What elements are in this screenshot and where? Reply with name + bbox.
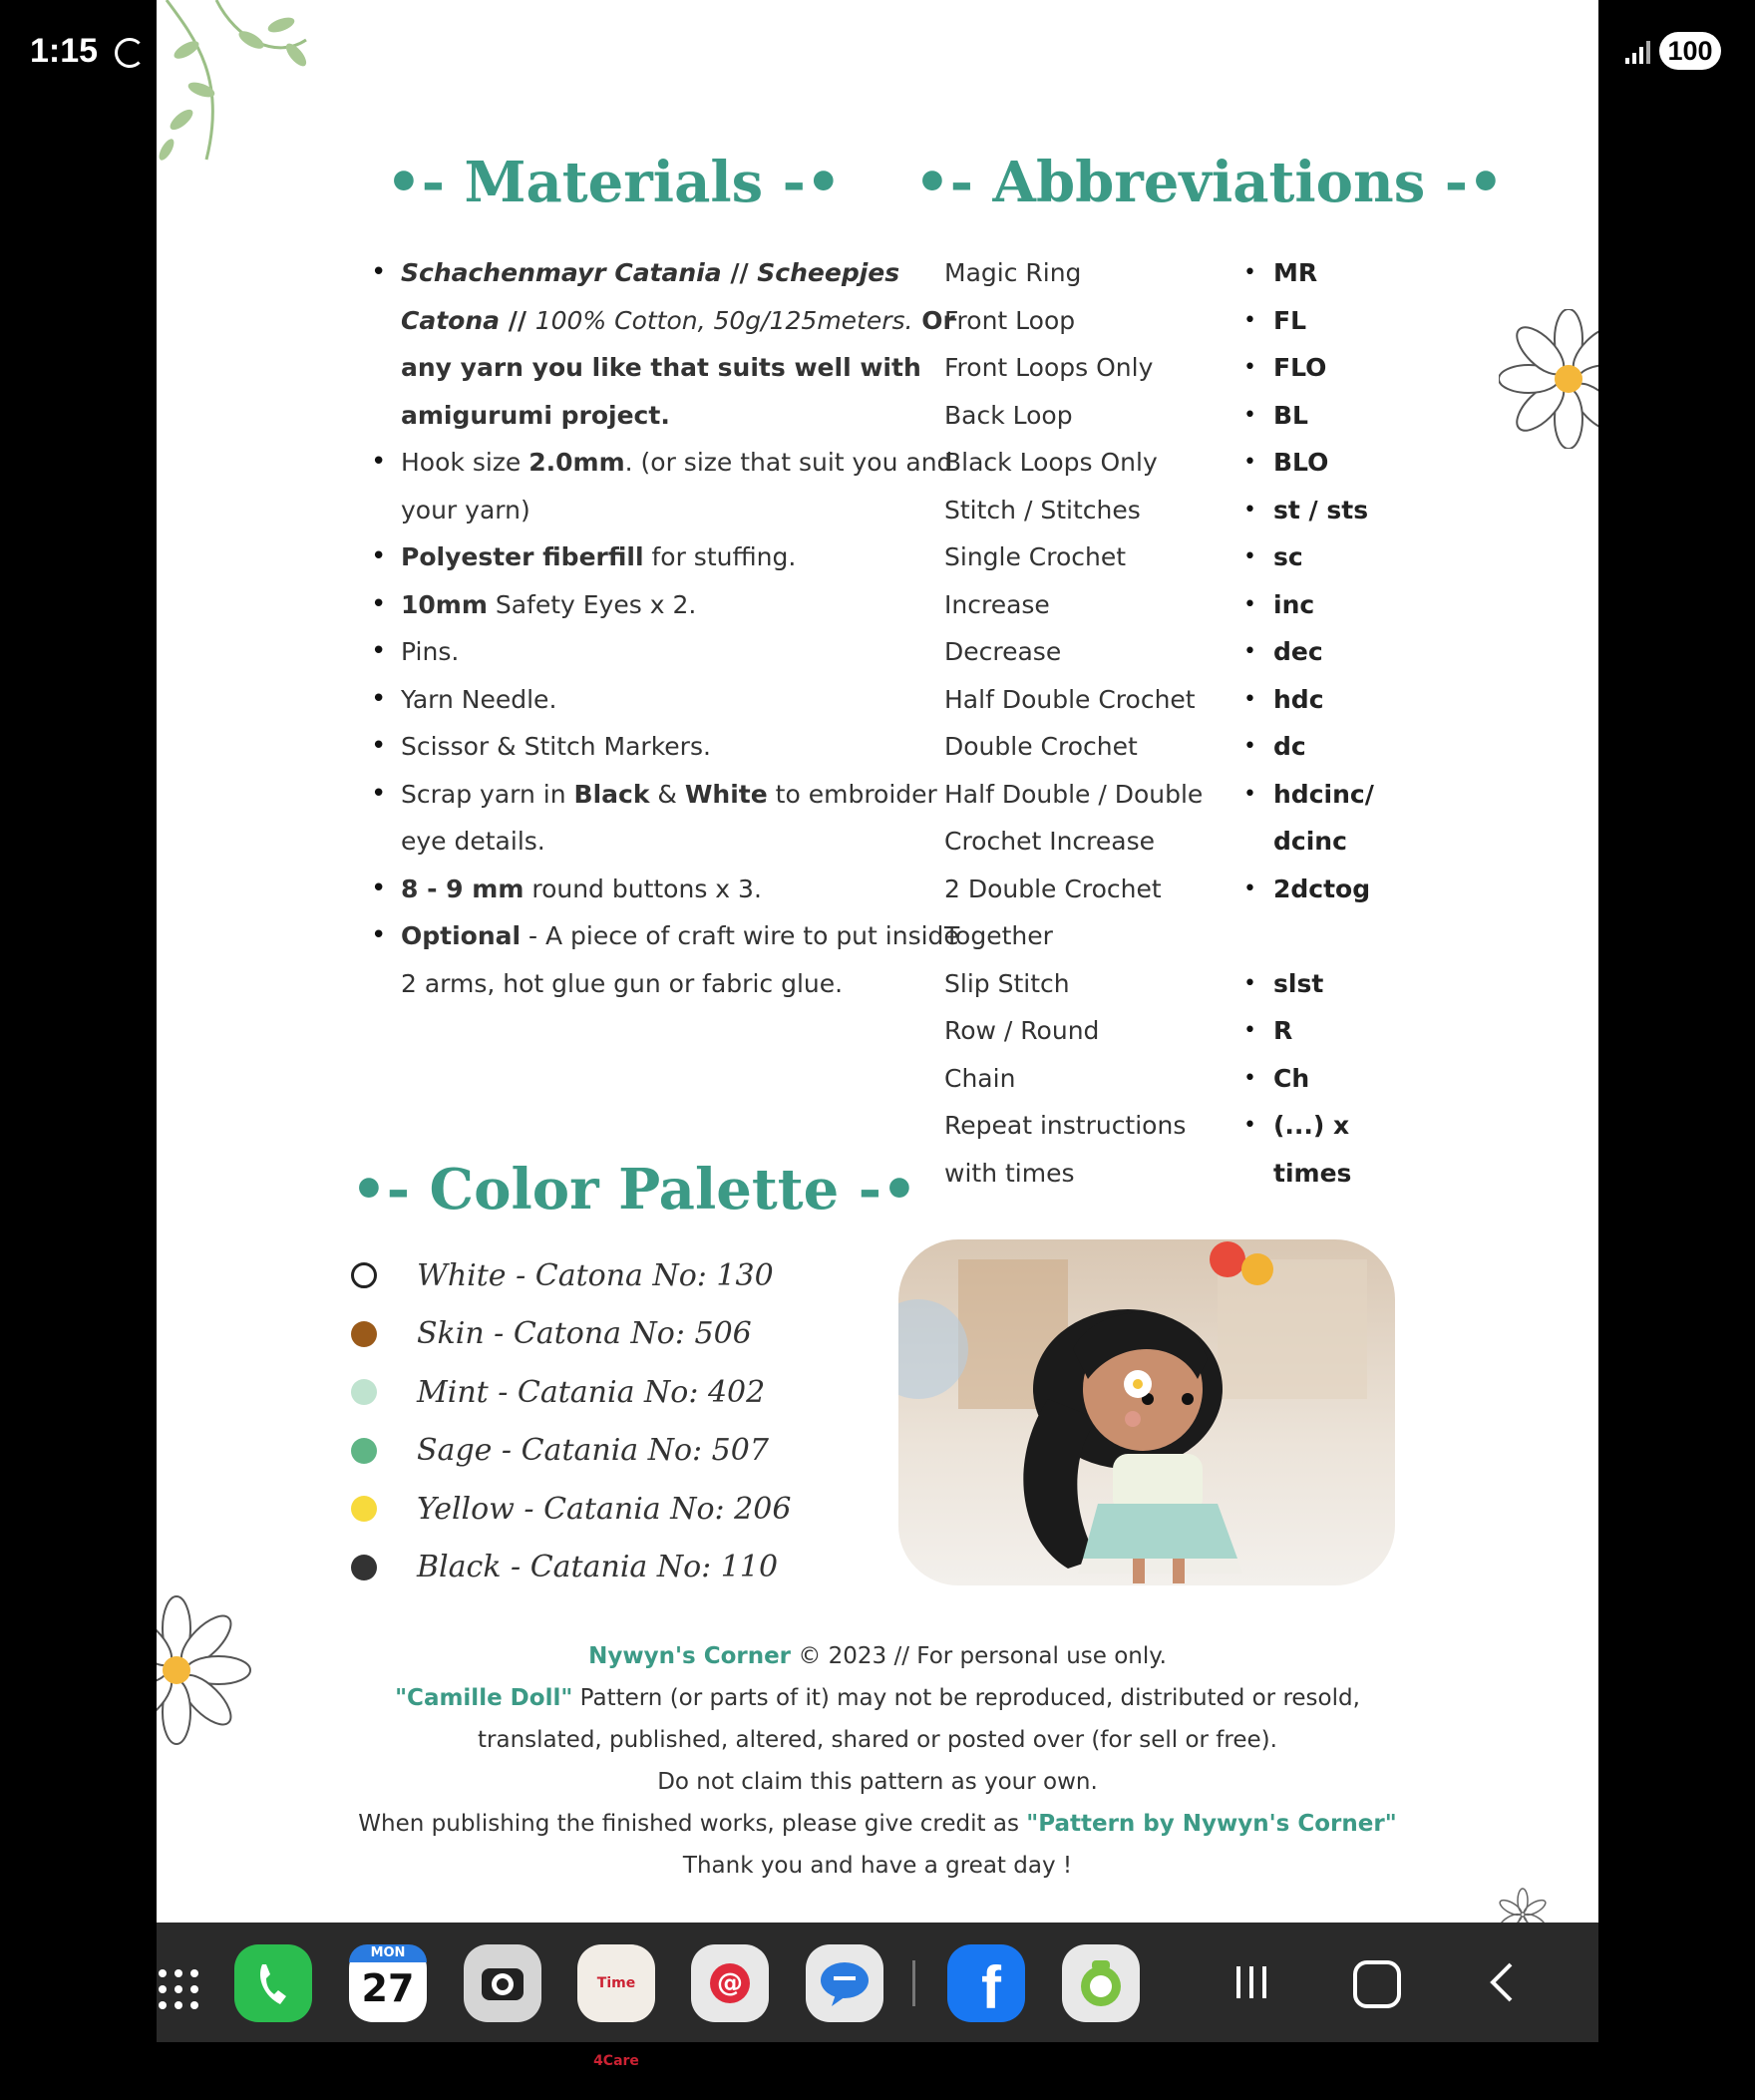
credit-text: When publishing the finished works, please give credit as: [358, 1811, 1027, 1837]
bullet: •: [1243, 1113, 1256, 1138]
abbreviation-term: Half Double / Double: [944, 779, 1204, 809]
color-swatch: [351, 1555, 377, 1580]
home-button[interactable]: [1353, 1960, 1401, 2008]
bullet: [1243, 1150, 1273, 1198]
abbreviation-row: [944, 676, 1443, 724]
abbreviation-term: Black Loops Only: [944, 448, 1158, 477]
material-item: [401, 912, 959, 1007]
abbreviation-term: Row / Round: [944, 1016, 1100, 1045]
color-swatch: [351, 1262, 377, 1288]
material-text: Yarn Needle.: [401, 684, 557, 714]
abbreviation-row: [944, 487, 1443, 534]
abbreviation-row: [944, 628, 1443, 676]
material-text: Or any yarn you like that suits well with amigurumi project.: [401, 305, 955, 430]
battery-badge: 100: [1659, 32, 1721, 70]
phone-icon[interactable]: [234, 1944, 312, 2022]
abbreviation-row: [944, 866, 1443, 913]
abbreviation-code: dec: [1273, 637, 1323, 666]
app-drawer-icon[interactable]: [157, 1967, 200, 2011]
abbreviation-row: [944, 533, 1443, 581]
abbreviation-term: Slip Stitch: [944, 968, 1070, 998]
bullet: •: [1243, 591, 1256, 617]
abbreviation-code: hdc: [1273, 684, 1324, 714]
bullet: •: [1243, 639, 1256, 664]
bullet: •: [1243, 402, 1256, 428]
abbreviation-code: dcinc: [1273, 827, 1347, 856]
material-text: Black: [573, 779, 650, 809]
color-item: [351, 1246, 791, 1305]
daisy-icon: [1499, 309, 1598, 449]
abbreviation-row: [944, 912, 1443, 960]
abbreviation-code: (...) x: [1273, 1111, 1350, 1140]
abbreviation-code: Ch: [1273, 1063, 1310, 1093]
abbreviation-row: [944, 1007, 1443, 1055]
abbreviation-code: times: [1273, 1158, 1352, 1188]
material-item: [401, 676, 959, 724]
color-label: Black - Catania No: 110: [417, 1550, 779, 1585]
material-item: [401, 249, 959, 439]
abbreviation-code: FLO: [1273, 353, 1327, 382]
materials-list: [371, 249, 959, 1007]
abbreviation-term: 2 Double Crochet: [944, 874, 1162, 903]
color-swatch: [351, 1438, 377, 1464]
material-text: to embroider eye details.: [401, 779, 937, 856]
taskbar-dock: [157, 1923, 1598, 2069]
material-text: 100% Cotton, 50g/125meters.: [534, 305, 913, 335]
doll-photo: [898, 1239, 1395, 1585]
color-palette-heading: •- Color Palette -•: [351, 1157, 917, 1223]
abbreviation-code: FL: [1273, 305, 1307, 335]
material-text: round buttons x 3.: [524, 874, 762, 903]
color-item: [351, 1305, 791, 1364]
material-text: 10mm: [401, 589, 488, 619]
abbreviation-term: Together: [944, 921, 1053, 950]
color-label: Sage - Catania No: 507: [417, 1433, 769, 1469]
color-label: Skin - Catona No: 506: [417, 1316, 752, 1352]
color-item: [351, 1480, 791, 1539]
abbreviation-row: [944, 392, 1443, 440]
bullet: •: [1243, 1018, 1256, 1043]
abbreviation-row: [944, 581, 1443, 629]
abbreviation-term: Double Crochet: [944, 732, 1138, 761]
abbreviation-code: MR: [1273, 258, 1318, 287]
material-text: Scissor & Stitch Markers.: [401, 732, 711, 761]
abbreviation-term: Back Loop: [944, 400, 1073, 430]
material-text: . (or size that suit you and your yarn): [401, 448, 953, 525]
bullet: •: [1243, 355, 1256, 380]
bullet: [1243, 818, 1273, 866]
material-text: Hook size: [401, 448, 529, 477]
leaf-decoration-icon: [157, 0, 316, 170]
abbreviation-code: slst: [1273, 968, 1324, 998]
abbreviation-row: [944, 439, 1443, 487]
signal-icon: [1623, 38, 1651, 66]
credit-line: "Pattern by Nywyn's Corner": [1026, 1811, 1397, 1837]
bullet: •: [1243, 781, 1256, 807]
material-text: 2.0mm: [528, 448, 625, 477]
materials-heading: •- Materials -•: [386, 150, 842, 215]
calendar-icon[interactable]: [349, 1944, 427, 2022]
abbreviation-code: hdcinc/: [1273, 779, 1374, 809]
camera-icon[interactable]: [464, 1944, 541, 2022]
abbreviation-code: BL: [1273, 400, 1308, 430]
color-palette-list: [351, 1246, 791, 1596]
material-item: [401, 533, 959, 581]
abbreviation-code: [1273, 912, 1443, 960]
copyright-text: © 2023 // For personal use only.: [791, 1643, 1167, 1669]
abbreviation-row: [944, 344, 1443, 392]
abbreviation-row: [944, 1055, 1443, 1103]
abbreviation-code: 2dctog: [1273, 874, 1371, 903]
abbreviation-term: Half Double Crochet: [944, 684, 1196, 714]
material-text: //: [721, 258, 758, 287]
abbreviations-heading: •- Abbreviations -•: [914, 150, 1504, 215]
brand-name: Nywyn's Corner: [588, 1643, 792, 1669]
abbreviation-row: [944, 297, 1443, 345]
restriction-text: Pattern (or parts of it) may not be reproduced, distributed or resold,: [572, 1685, 1360, 1711]
pattern-name: "Camille Doll": [395, 1685, 573, 1711]
material-text: Scheepjes Catona: [401, 258, 900, 335]
copyright-footer: [157, 1635, 1598, 1887]
material-text: Safety Eyes x 2.: [487, 589, 697, 619]
material-text: 8 - 9 mm: [401, 874, 525, 903]
restriction-text-2: translated, published, altered, shared or posted over (for sell or free).: [478, 1727, 1277, 1753]
material-item: [401, 771, 959, 866]
small-flower-icon: [1493, 1885, 1553, 1923]
material-item: [401, 866, 959, 913]
svg-text:@: @: [717, 1968, 743, 1998]
material-text: Pins.: [401, 637, 460, 666]
bullet: •: [1243, 307, 1256, 333]
abbreviation-row: [944, 1150, 1443, 1198]
material-text: - A piece of craft wire to put inside 2 arms, hot glue gun or fabric glue.: [401, 921, 959, 998]
status-time: 1:15: [30, 32, 99, 70]
claim-notice: Do not claim this pattern as your own.: [657, 1769, 1098, 1795]
bullet: •: [1243, 734, 1256, 759]
bullet: [1243, 912, 1273, 960]
bullet: •: [1243, 497, 1256, 523]
abbreviation-term: Magic Ring: [944, 258, 1082, 287]
abbreviation-code: inc: [1273, 589, 1315, 619]
bullet: •: [1243, 1065, 1256, 1091]
color-label: White - Catona No: 130: [417, 1257, 774, 1293]
facebook-icon[interactable]: [947, 1944, 1025, 2022]
abbreviation-term: Front Loop: [944, 305, 1076, 335]
abbreviation-term: Chain: [944, 1063, 1016, 1093]
bullet: •: [1243, 686, 1256, 712]
bullet: •: [1243, 875, 1256, 901]
android-clock-icon[interactable]: [1062, 1944, 1140, 2022]
abbreviation-term: Front Loops Only: [944, 353, 1154, 382]
material-text: Scrap yarn in: [401, 779, 574, 809]
abbreviation-term: Single Crochet: [944, 542, 1127, 571]
color-label: Mint - Catania No: 402: [417, 1374, 766, 1410]
sync-icon: [115, 38, 145, 68]
material-item: [401, 439, 959, 533]
abbreviation-row: [944, 1102, 1443, 1150]
abbreviation-code: R: [1273, 1016, 1293, 1045]
material-text: White: [684, 779, 768, 809]
material-text: Schachenmayr Catania: [401, 258, 722, 287]
abbreviation-code: sc: [1273, 542, 1303, 571]
material-text: Polyester fiberfill: [401, 542, 644, 571]
abbreviation-row: [944, 723, 1443, 771]
abbreviations-table: [944, 249, 1443, 1197]
color-swatch: [351, 1496, 377, 1522]
material-text: //: [500, 305, 535, 335]
abbreviation-code: st / sts: [1273, 495, 1369, 525]
time4care-icon[interactable]: Time 4Care: [577, 1944, 655, 2022]
abbreviation-term: Stitch / Stitches: [944, 495, 1141, 525]
color-label: Yellow - Catania No: 206: [417, 1491, 792, 1527]
abbreviation-row: [944, 960, 1443, 1008]
thank-you-text: Thank you and have a great day !: [682, 1853, 1073, 1879]
material-item: [401, 581, 959, 629]
color-swatch: [351, 1321, 377, 1347]
material-text: Optional: [401, 921, 522, 950]
material-text: &: [649, 779, 685, 809]
abbreviation-term: Increase: [944, 589, 1050, 619]
abbreviation-term: with times: [944, 1158, 1075, 1188]
dock-divider: [912, 1960, 915, 2006]
abbreviation-term: Decrease: [944, 637, 1062, 666]
material-item: [401, 628, 959, 676]
recent-apps-icon[interactable]: [1231, 1962, 1271, 2002]
back-icon[interactable]: [1483, 1960, 1523, 2004]
color-item: [351, 1363, 791, 1422]
threads-icon[interactable]: [691, 1944, 769, 2022]
bullet: •: [1243, 970, 1256, 996]
pattern-page: [157, 0, 1598, 1923]
abbreviation-term: Crochet Increase: [944, 827, 1155, 856]
material-item: [401, 723, 959, 771]
abbreviation-row: [944, 771, 1443, 819]
abbreviation-code: dc: [1273, 732, 1306, 761]
abbreviation-row: [944, 818, 1443, 866]
bullet: •: [1243, 450, 1256, 475]
messages-icon[interactable]: [806, 1944, 883, 2022]
bullet: •: [1243, 260, 1256, 285]
calendar-day: MON: [349, 1944, 427, 1962]
svg-text:f: f: [981, 1954, 1001, 2021]
color-swatch: [351, 1379, 377, 1405]
calendar-date: 27: [361, 1966, 415, 2010]
material-text: for stuffing.: [643, 542, 797, 571]
color-item: [351, 1422, 791, 1481]
bullet: •: [1243, 544, 1256, 569]
abbreviation-code: BLO: [1273, 448, 1329, 477]
abbreviation-row: [944, 249, 1443, 297]
color-item: [351, 1539, 791, 1597]
abbreviation-term: Repeat instructions: [944, 1111, 1187, 1140]
